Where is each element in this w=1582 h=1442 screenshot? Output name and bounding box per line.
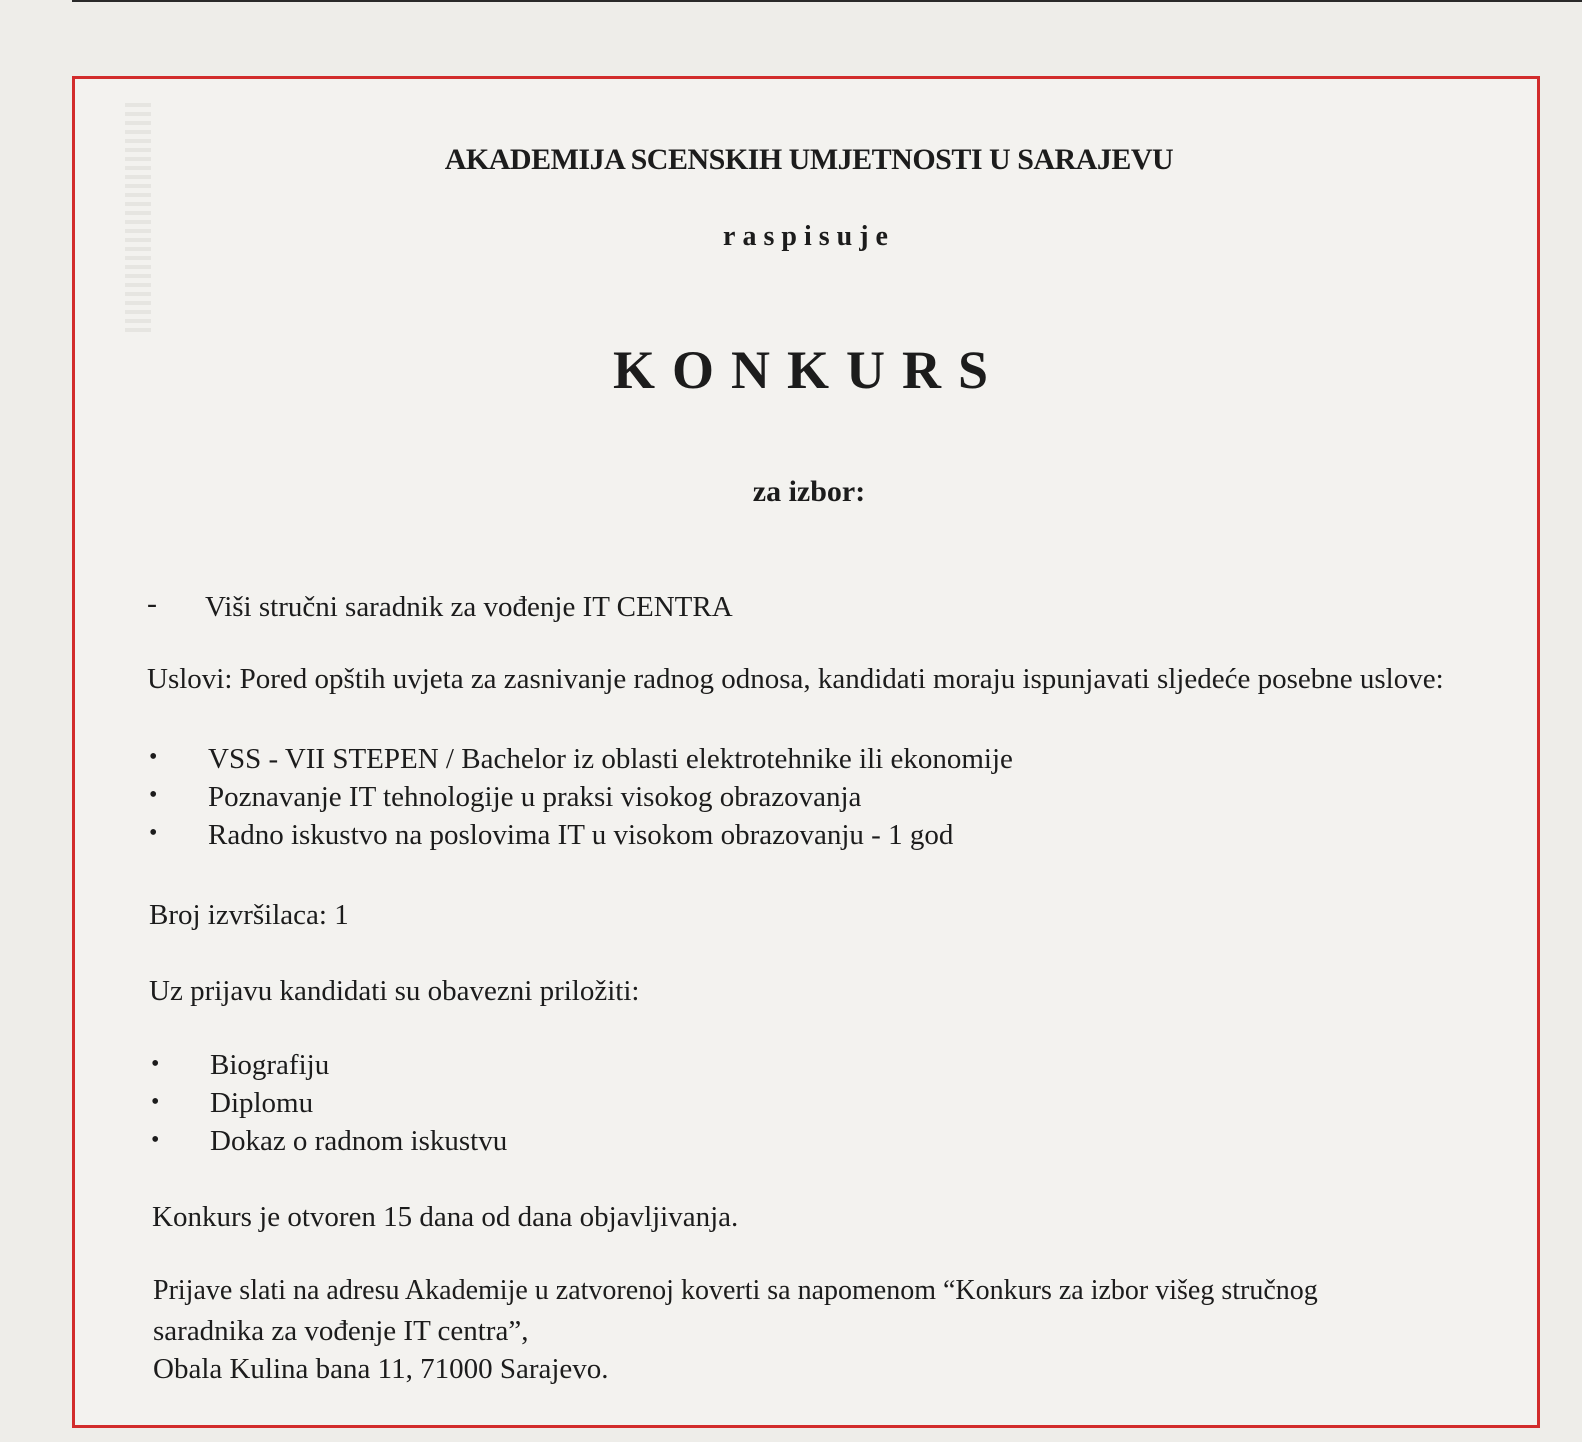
attachment-item: Biografiju [210, 1049, 330, 1081]
announces-word: raspisuje [723, 221, 895, 252]
page-top-rule [72, 0, 1582, 2]
bullet-icon: • [149, 820, 158, 846]
condition-item: Poznavanje IT tehnologije u praksi visokog obrazovanja [208, 781, 862, 813]
bullet-icon: • [151, 1127, 160, 1153]
position-dash: - [147, 587, 157, 620]
open-period-notice: Konkurs je otvoren 15 dana od dana objavljivanja. [152, 1201, 739, 1233]
position-title: Viši stručni saradnik za vođenje IT CENTRA [205, 591, 733, 623]
submission-line: saradnika za vođenje IT centra”, [153, 1315, 529, 1347]
for-selection-heading: za izbor: [752, 475, 866, 508]
condition-item: VSS - VII STEPEN / Bachelor iz oblasti elektrotehnike ili ekonomije [208, 743, 1013, 775]
attachment-item: Dokaz o radnom iskustvu [210, 1125, 508, 1157]
paper-stain [125, 103, 151, 333]
attachment-item: Diplomu [210, 1087, 314, 1119]
document-title: KONKURS [612, 340, 1006, 400]
conditions-intro: Uslovi: Pored opštih uvjeta za zasnivanje radnog odnosa, kandidati moraju ispunjavati sljedeće posebne uslove: [147, 663, 1444, 695]
job-advertisement-frame [72, 76, 1540, 1428]
submission-line: Prijave slati na adresu Akademije u zatvorenoj koverti sa napomenom “Konkurs za izbor višeg stručnog [153, 1275, 1318, 1306]
attachments-intro: Uz prijavu kandidati su obavezni priložiti: [149, 975, 640, 1007]
submission-address: Obala Kulina bana 11, 71000 Sarajevo. [153, 1353, 609, 1385]
executors-count: Broj izvršilaca: 1 [149, 899, 349, 931]
bullet-icon: • [151, 1051, 160, 1077]
condition-item: Radno iskustvo na poslovima IT u visokom obrazovanju - 1 god [208, 819, 954, 851]
institution-name: AKADEMIJA SCENSKIH UMJETNOSTI U SARAJEVU [444, 143, 1174, 176]
bullet-icon: • [151, 1089, 160, 1115]
bullet-icon: • [149, 744, 158, 770]
bullet-icon: • [149, 782, 158, 808]
